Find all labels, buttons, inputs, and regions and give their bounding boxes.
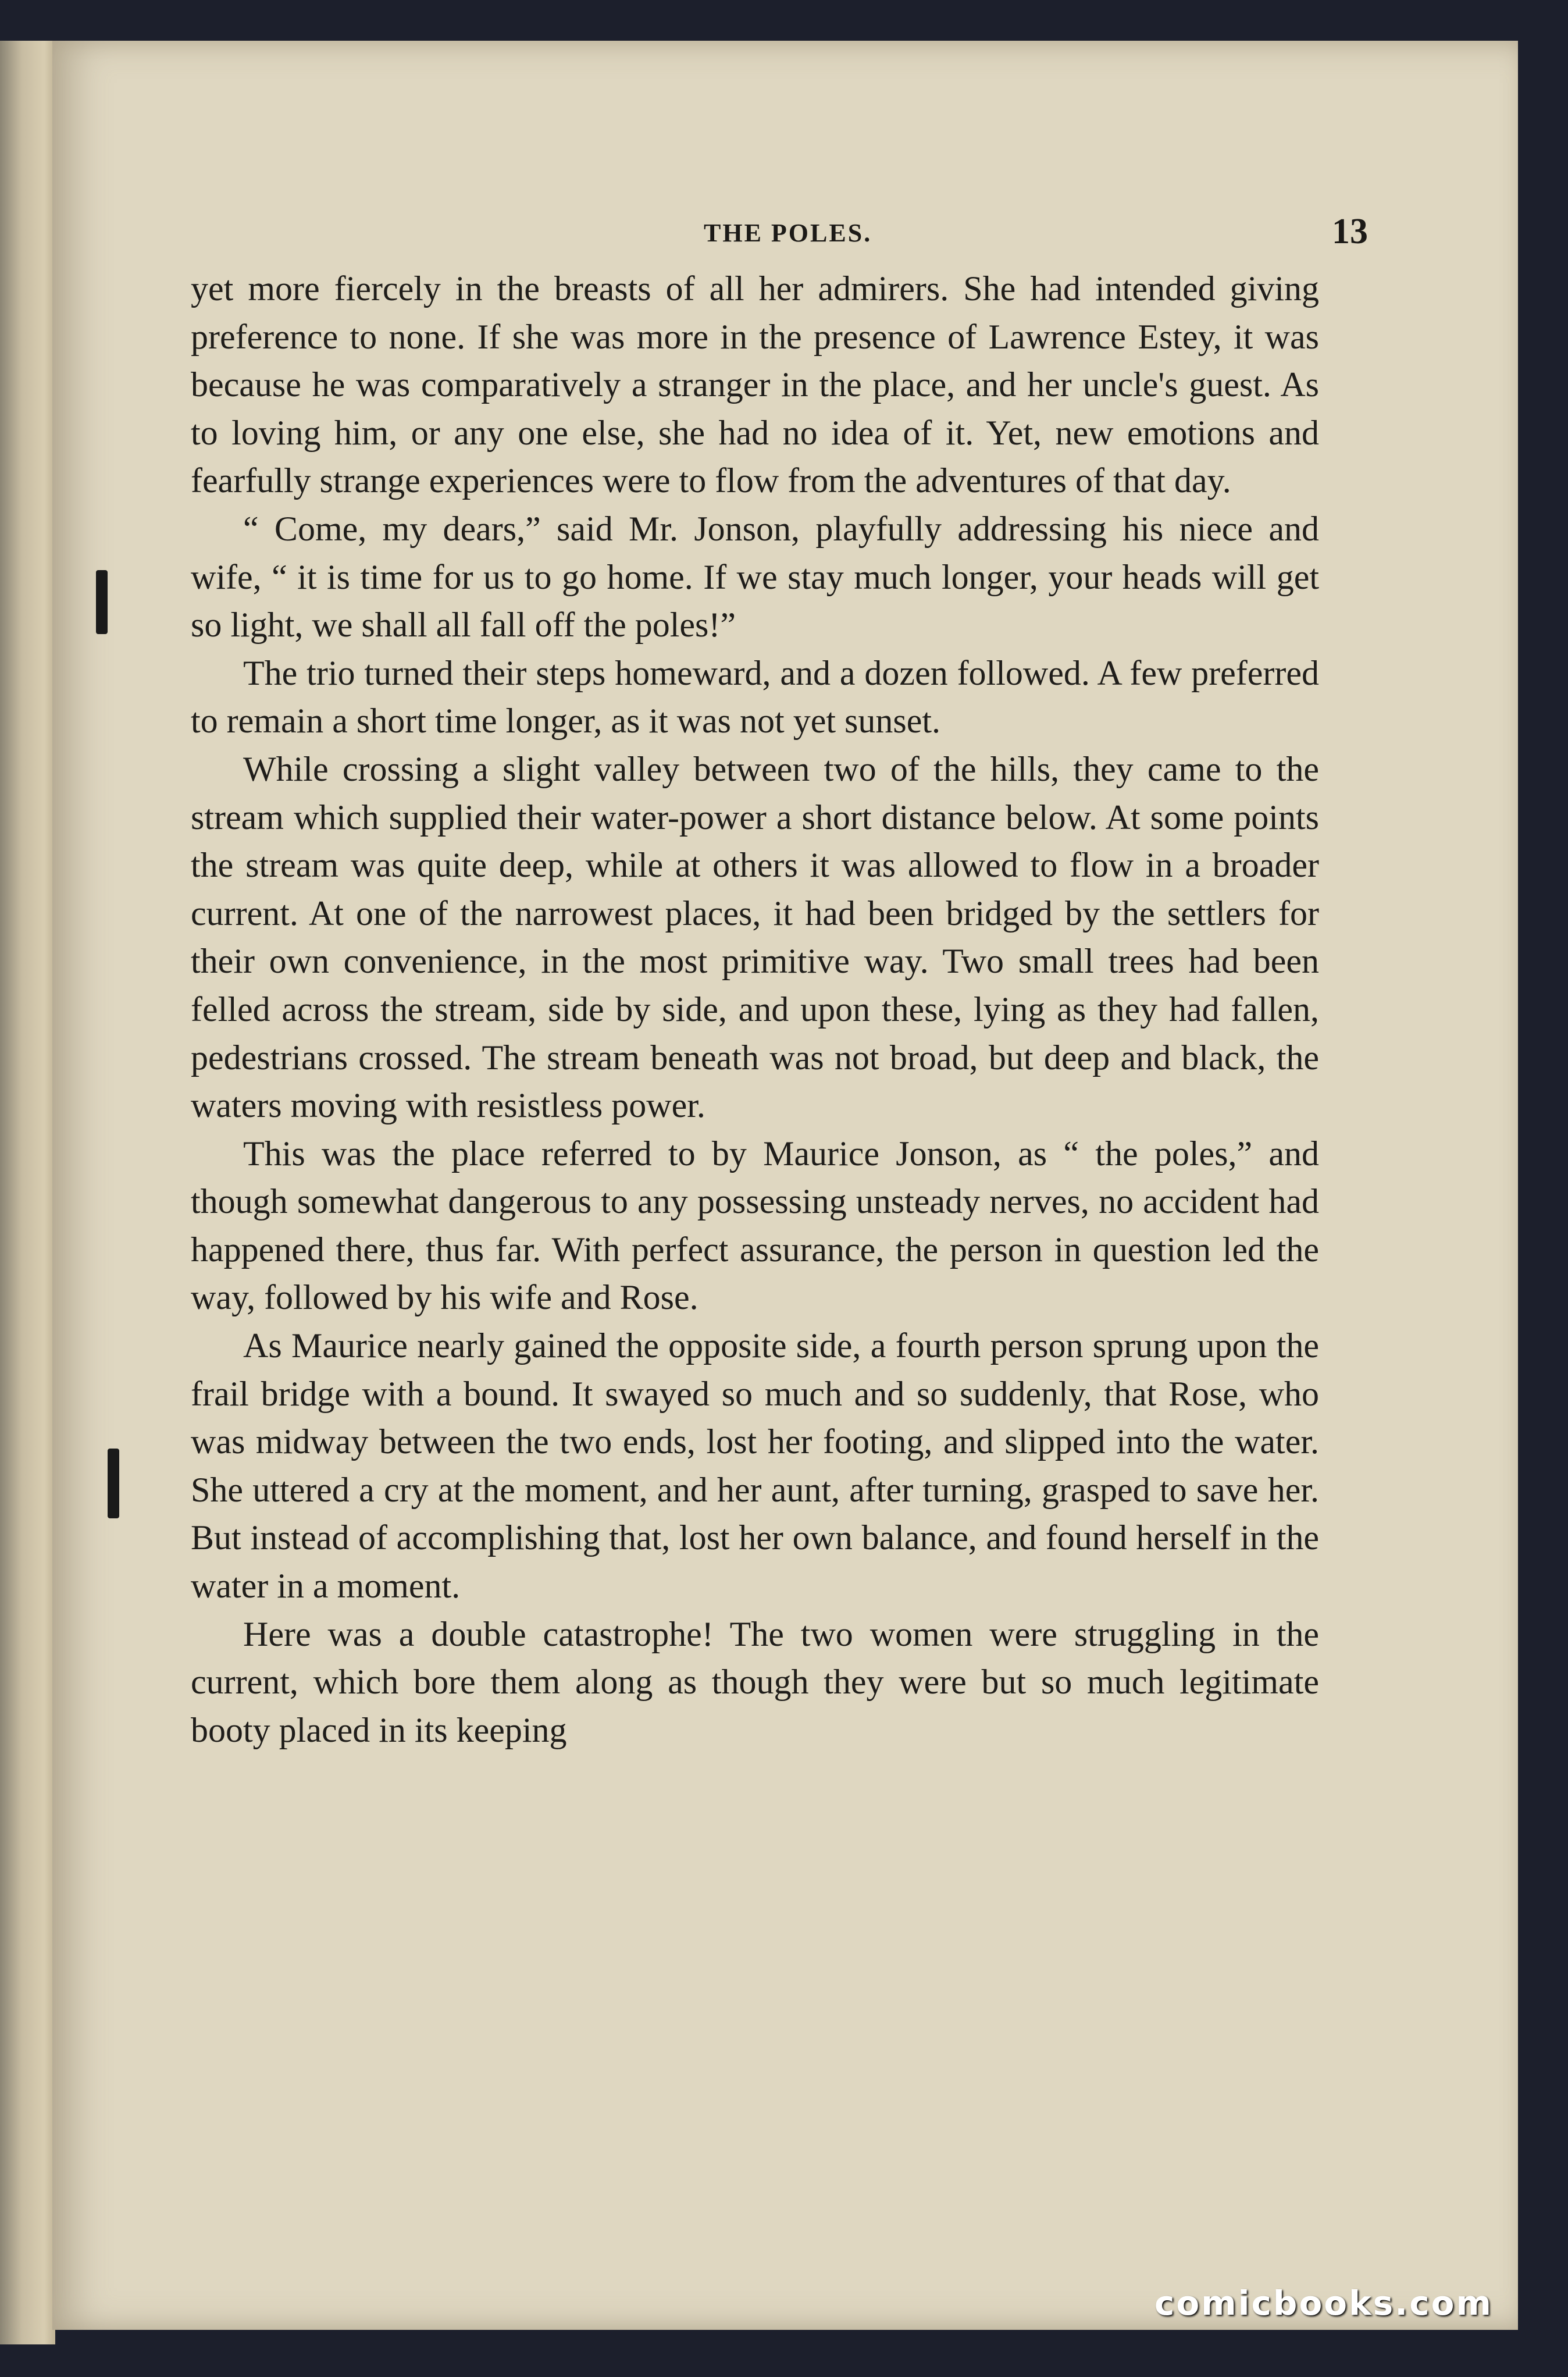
- previous-page-edge: [0, 41, 55, 2344]
- binding-thread-mark: [108, 1449, 119, 1518]
- page-header: [52, 212, 1518, 265]
- binding-thread-mark: [96, 570, 108, 634]
- paragraph: The trio turned their steps homeward, and a dozen followed. A few preferred to remain a short time longer, as it was not yet sunset.: [191, 653, 1319, 741]
- paragraph: Here was a double catastrophe! The two women were struggling in the current, which bore them along as though they were but so much legitimate booty placed in its keeping: [191, 1614, 1319, 1749]
- watermark: comicbooks.com: [1154, 2283, 1493, 2323]
- running-head: THE POLES.: [704, 219, 872, 247]
- paragraph: This was the place referred to by Maurice Jonson, as “ the poles,” and though somewhat dangerous to any possessing unsteady nerves, no accident had happened there, thus far. With perfect assurance, the person in question led the way, followed by his wife and Rose.: [191, 1134, 1319, 1317]
- body-text: [191, 265, 1319, 1754]
- paragraph: “ Come, my dears,” said Mr. Jonson, playfully addressing his niece and wife, “ it is time for us to go home. If we stay much longer, your heads will get so light, we shall all fall off the poles!”: [191, 509, 1319, 645]
- paragraph: While crossing a slight valley between two of the hills, they came to the stream which supplied their water-power a short distance below. At some points the stream was quite deep, while at others it was allowed to flow in a broader current. At one of the narrowest places, it had been bridged by the settlers for their own convenience, in the most primitive way. Two small trees had been felled across the stream, side by side, and upon these, lying as they had fallen, pedestrians crossed. The stream beneath was not broad, but deep and black, the waters moving with resistless power.: [191, 749, 1319, 1125]
- paragraph: yet more fiercely in the breasts of all her admirers. She had intended giving preference to none. If she was more in the presence of Lawrence Estey, it was because he was comparatively a stranger in the place, and her uncle's guest. As to loving him, or any one else, she had no idea of it. Yet, new emotions and fearfully strange experiences were to flow from the adventures of that day.: [191, 269, 1319, 500]
- paragraph: As Maurice nearly gained the opposite side, a fourth person sprung upon the frail bridge with a bound. It swayed so much and so suddenly, that Rose, who was midway between the two ends, lost her footing, and slipped into the water. She uttered a cry at the moment, and her aunt, after turning, grasped to save her. But instead of accomplishing that, lost her own balance, and found herself in the water in a moment.: [191, 1326, 1319, 1606]
- page-number: 13: [1332, 212, 1368, 251]
